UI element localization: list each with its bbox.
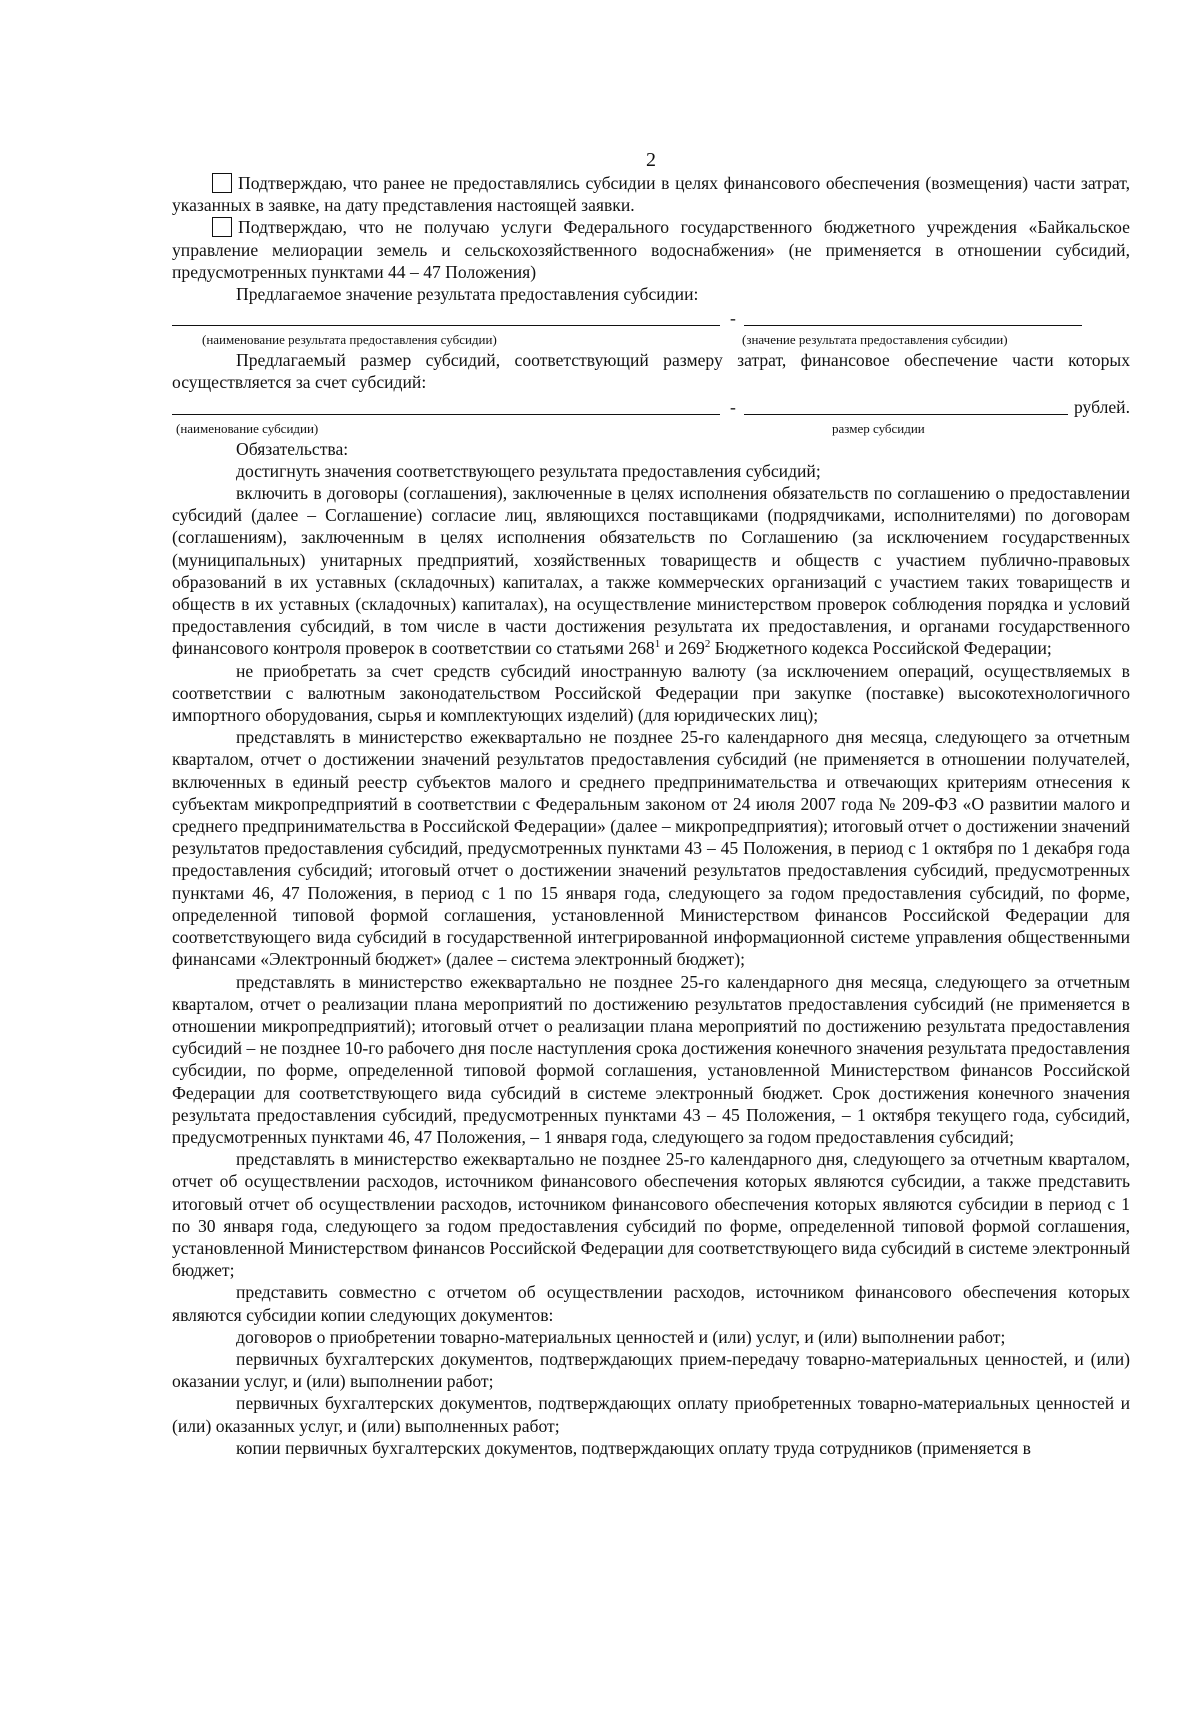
subsidy-size-field[interactable] — [744, 396, 1068, 415]
obligation-1: достигнуть значения соответствующего результата предоставления субсидий; — [236, 460, 821, 481]
obligation-4: представлять в министерство ежеквартально не позднее 25-го календарного дня месяца, следующего за отчетным кварталом, отчет о достижении значений результатов предоставления субсидий (не применяется в отношении получателей, включенных в единый реестр субъектов малого и среднего предпринимательства и отвечающих критериям отнесения к субъектам микропредприятий в соответствии с Федеральным законом от 24 июля 2007 года № 209-ФЗ «О развитии малого и среднего предпринимательства в Российской Федерации» (далее – микропредприятия); итоговый отчет о достижении значений результатов предоставления субсидий, предусмотренных пунктами 43 – 45 Положения, в период с 1 октября по 1 декабря года предоставления субсидий; итоговый отчет о достижении значений результатов предоставления субсидий, предусмотренных пунктами 46, 47 Положения, в период с 1 по 15 января года, следующего за годом предоставления субсидий, по форме, определенной типовой формой соглашения, установленной Министерством финансов Российской Федерации для соответствующего вида субсидий в государственной интегрированной информационной системе управления общественными финансами «Электронный бюджет» (далее – система электронный бюджет); — [172, 727, 1130, 970]
page-number: 2 — [646, 149, 656, 171]
obligation-5: представлять в министерство ежеквартально не позднее 25-го календарного дня месяца, следующего за отчетным кварталом, отчет о реализации плана мероприятий по достижению результатов предоставления субсидий (не применяется в отношении микропредприятий); итоговый отчет о реализации плана мероприятий по достижению результата предоставления субсидий – не позднее 10-го рабочего дня после наступления срока достижения конечного значения результата предоставления субсидии, по форме, определенной типовой формой соглашения, установленной Министерством финансов Российской Федерации для соответствующего вида субсидий в системе электронный бюджет. Срок достижения конечного значения результата предоставления субсидий, предусмотренных пунктами 43 – 45 Положения, – 1 октября текущего года, субсидий, предусмотренных пунктами 46, 47 Положения, – 1 января года, следующего за годом предоставления субсидий; — [172, 971, 1130, 1147]
size-fill-row — [172, 396, 1130, 418]
result-name-field[interactable] — [172, 307, 720, 326]
obligation-2-text-a: включить в договоры (соглашения), заключенные в целях исполнения обязательств по соглашению о предоставлении субсидий (далее – Соглашение) согласие лиц, являющихся поставщиками (подрядчиками, исполнителями) по договорам (соглашениям), заключенным в целях исполнения обязательств по Соглашению (за исключением государственных (муниципальных) унитарных предприятий, хозяйственных товариществ и обществ с участием публично-правовых образований в их уставных (складочных) капиталах, а также коммерческих организаций с участием таких товариществ и обществ в их уставных (складочных) капиталах), на осуществление министерством проверок соблюдения порядка и условий предоставления субсидий, в том числе в части достижения результата их предоставления, и органами государственного финансового контроля проверок в соответствии со статьями 268 — [172, 483, 1130, 659]
caption-result-name: (наименование результата предоставления субсидии) — [202, 332, 497, 348]
superscript-2: 2 — [704, 638, 711, 651]
caption-subsidy-name: (наименование субсидии) — [176, 420, 319, 436]
result-fill-row — [172, 307, 1130, 329]
confirmation-2-text: Подтверждаю, что не получаю услуги Федерального государственного бюджетного учреждения «Байкальское управление мелиорации земель и сельскохозяйственного водоснабжения» (не применяется в отношении субсидий, предусмотренных пунктами 44 – 47 Положения) — [172, 217, 1130, 282]
caption-subsidy-size: размер субсидии — [832, 420, 925, 436]
document-item-1: договоров о приобретении товарно-материальных ценностей и (или) услуг, и (или) выполнении работ; — [236, 1326, 1006, 1347]
size-dash: - — [730, 396, 736, 417]
obligation-2 — [172, 482, 1130, 660]
size-captions — [172, 418, 1130, 438]
confirmation-1 — [172, 172, 1130, 216]
document-item-4: копии первичных бухгалтерских документов, подтверждающих оплату труда сотрудников (применяется в — [236, 1437, 1031, 1458]
obligation-2-text-b: и 269 — [660, 638, 705, 659]
document-body — [172, 148, 1130, 1459]
obligation-2-text-c: Бюджетного кодекса Российской Федерации; — [710, 638, 1052, 659]
confirmation-1-text: Подтверждаю, что ранее не предоставлялись субсидии в целях финансового обеспечения (возмещения) части затрат, указанных в заявке, на дату представления настоящей заявки. — [172, 173, 1130, 216]
obligation-6: представлять в министерство ежеквартально не позднее 25-го календарного дня, следующего за отчетным кварталом, отчет об осуществлении расходов, источником финансового обеспечения которых являются субсидии, а также представить итоговый отчет об осуществлении расходов, источником финансового обеспечения которых являются субсидии в период с 1 по 30 января года, следующего за годом предоставления субсидий по форме, определенной типовой формой соглашения, установленной Министерством финансов Российской Федерации для соответствующего вида субсидий в системе электронный бюджет; — [172, 1149, 1130, 1281]
result-captions — [172, 329, 1130, 349]
result-dash: - — [730, 308, 736, 329]
obligation-7: представить совместно с отчетом об осуществлении расходов, источником финансового обеспечения которых являются субсидии копии следующих документов: — [172, 1282, 1130, 1325]
superscript-1: 1 — [654, 638, 661, 651]
confirmation-2 — [172, 216, 1130, 283]
rubles-label: рублей. — [1073, 396, 1130, 417]
obligation-3: не приобретать за счет средств субсидий иностранную валюту (за исключением операций, осуществляемых в соответствии с валютным законодательством Российской Федерации при закупке (поставке) высокотехнологичного импортного оборудования, сырья и комплектующих изделий) (для юридических лиц); — [172, 660, 1130, 726]
obligations-heading: Обязательства: — [236, 438, 349, 459]
subsidy-name-field[interactable] — [172, 396, 720, 415]
document-item-2: первичных бухгалтерских документов, подтверждающих прием-передачу товарно-материальных ценностей, и (или) оказании услуг, и (или) выполнении работ; — [172, 1348, 1130, 1392]
size-intro: Предлагаемый размер субсидий, соответствующий размеру затрат, финансовое обеспечение части которых осуществляется за счет субсидий: — [172, 350, 1130, 393]
checkbox-2[interactable] — [212, 217, 232, 237]
result-intro: Предлагаемое значение результата предоставления субсидии: — [236, 284, 699, 305]
result-value-field[interactable] — [744, 307, 1082, 326]
checkbox-1[interactable] — [212, 173, 232, 193]
caption-result-value: (значение результата предоставления субсидии) — [742, 332, 1008, 348]
document-item-3: первичных бухгалтерских документов, подтверждающих оплату приобретенных товарно-материальных ценностей и (или) оказанных услуг, и (или) выполненных работ; — [172, 1393, 1130, 1436]
